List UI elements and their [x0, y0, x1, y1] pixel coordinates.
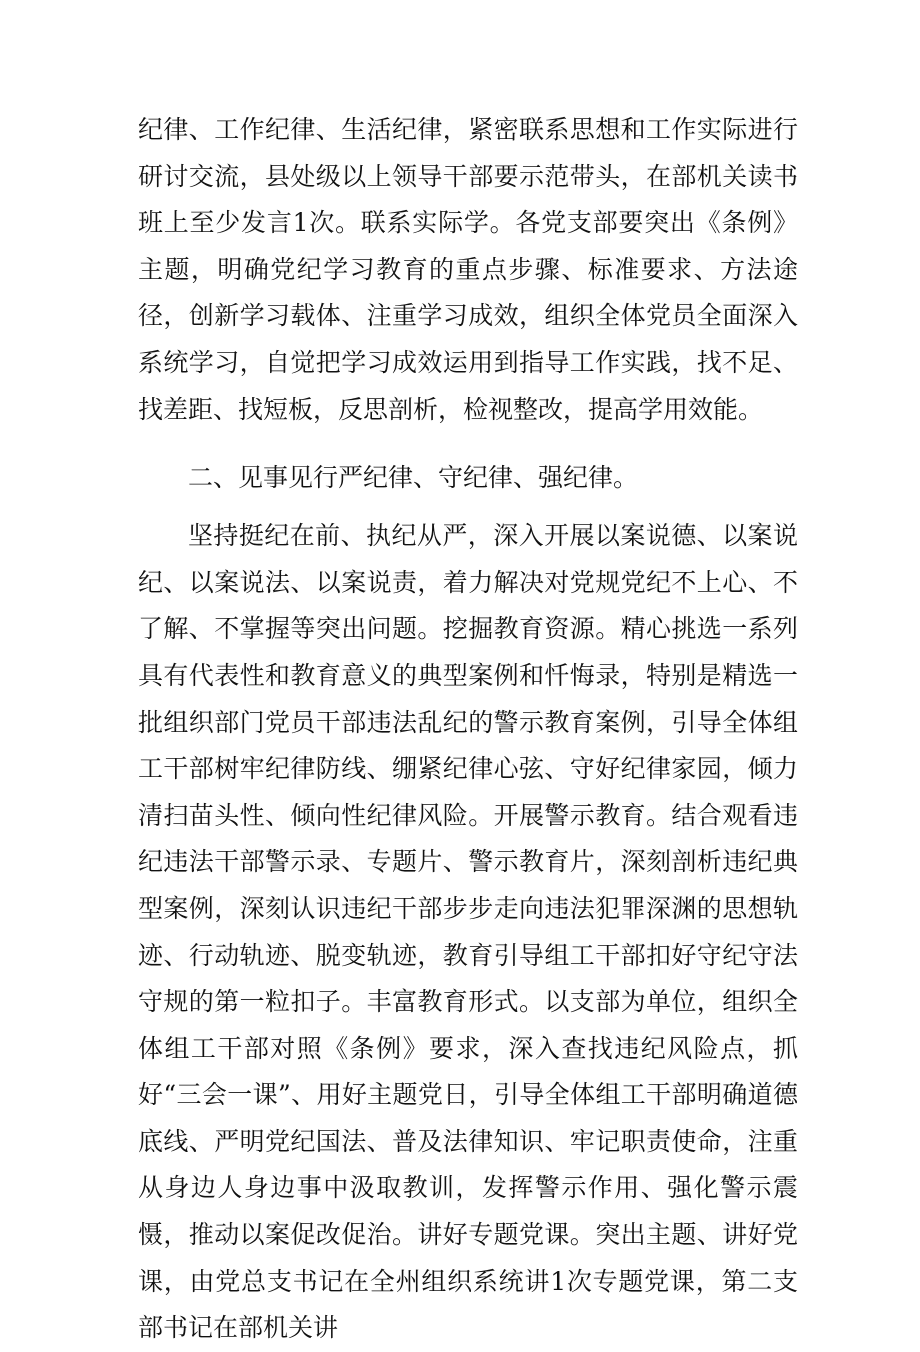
body-paragraph: 纪律、工作纪律、生活纪律，紧密联系思想和工作实际进行研讨交流，县处级以上领导干部要示范带头，在部机关读书班上至少发言1次。联系实际学。各党支部要突出《条例》主题，明确党纪学习教育的重点步骤、标准要求、方法途径，创新学习载体、注重学习成效，组织全体党员全面深入系统学习，自觉把学习成效运用到指导工作实践，找不足、找差距、找短板，反思剖析，检视整改，提高学用效能。: [138, 115, 798, 424]
section-heading: 二、见事见行严纪律、守纪律、强纪律。: [188, 463, 639, 493]
document-body: [138, 107, 798, 1352]
body-paragraph: 坚持挺纪在前、执纪从严，深入开展以案说德、以案说纪、以案说法、以案说责，着力解决对党规党纪不上心、不了解、不掌握等突出问题。挖掘教育资源。精心挑选一系列具有代表性和教育意义的典型案例和忏悔录，特别是精选一批组织部门党员干部违法乱纪的警示教育案例，引导全体组工干部树牢纪律防线、绷紧纪律心弦、守好纪律家园，倾力清扫苗头性、倾向性纪律风险。开展警示教育。结合观看违纪违法干部警示录、专题片、警示教育片，深刻剖析违纪典型案例，深刻认识违纪干部步步走向违法犯罪深渊的思想轨迹、行动轨迹、脱变轨迹，教育引导组工干部扣好守纪守法守规的第一粒扣子。丰富教育形式。以支部为单位，组织全体组工干部对照《条例》要求，深入查找违纪风险点，抓好“三会一课”、用好主题党日，引导全体组工干部明确道德底线、严明党纪国法、普及法律知识、牢记职责使命，注重从身边人身边事中汲取教训，发挥警示作用、强化警示震慑，推动以案促改促治。讲好专题党课。突出主题、讲好党课，由党总支书记在全州组织系统讲1次专题党课，第二支部书记在部机关讲: [138, 521, 798, 1343]
